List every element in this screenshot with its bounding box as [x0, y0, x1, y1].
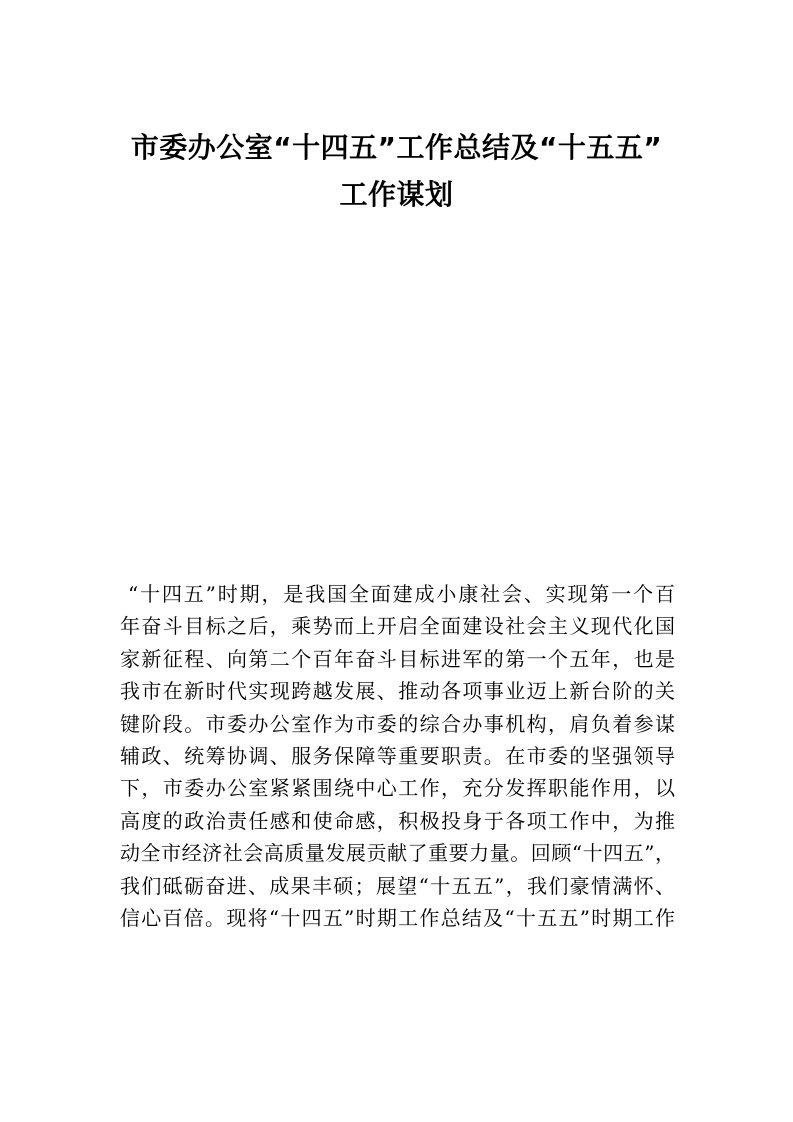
- paragraph-line: 我们砥砺奋进、成果丰硕；展望“十五五”，我们豪情满怀、: [120, 873, 675, 898]
- body-paragraph: [120, 578, 675, 934]
- paragraph-line: 键阶段。市委办公室作为市委的综合办事机构，肩负着参谋: [120, 711, 675, 736]
- paragraph-line: 我市在新时代实现跨越发展、推动各项事业迈上新台阶的关: [120, 679, 675, 704]
- title-line: 工作谋划: [339, 178, 454, 211]
- paragraph-line: “十四五”时期，是我国全面建成小康社会、实现第一个百: [128, 582, 675, 606]
- paragraph-line: 动全市经济社会高质量发展贡献了重要力量。回顾“十四五”，: [120, 841, 675, 866]
- paragraph-line: 下，市委办公室紧紧围绕中心工作，充分发挥职能作用，以: [120, 776, 675, 801]
- paragraph-line: 高度的政治责任感和使命感，积极投身于各项工作中，为推: [120, 808, 675, 833]
- title-line: 市委办公室“十四五”工作总结及“十五五”: [130, 131, 663, 164]
- paragraph-line: 年奋斗目标之后，乘势而上开启全面建设社会主义现代化国: [120, 614, 675, 639]
- paragraph-line: 辅政、统筹协调、服务保障等重要职责。在市委的坚强领导: [120, 743, 675, 768]
- paragraph-line: 家新征程、向第二个百年奋斗目标进军的第一个五年，也是: [120, 646, 675, 671]
- paragraph-line: 信心百倍。现将“十四五”时期工作总结及“十五五”时期工作: [120, 905, 675, 930]
- document-title: [100, 124, 693, 218]
